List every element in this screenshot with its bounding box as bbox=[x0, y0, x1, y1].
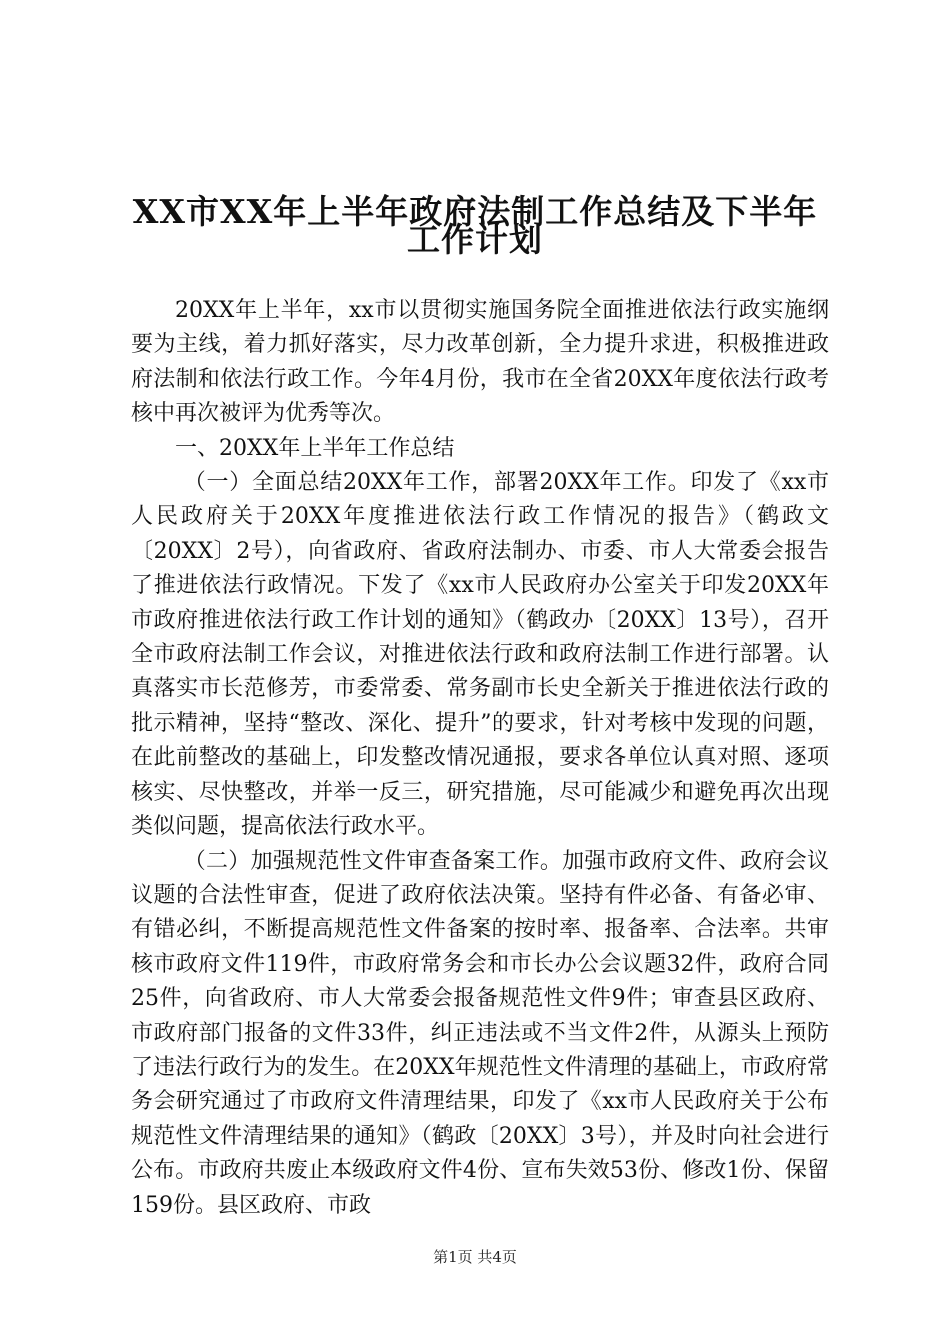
document-title-line-1: XX市XX年上半年政府法制工作总结及下半年 bbox=[132, 192, 818, 231]
document-title-line-2: 工作计划 bbox=[407, 220, 543, 259]
page-footer: 第1页 共4页 bbox=[433, 1248, 517, 1266]
section-heading: 一、20XX年上半年工作总结 bbox=[175, 435, 455, 461]
intro-paragraph: 20XX年上半年，xx市以贯彻实施国务院全面推进依法行政实施纲要为主线，着力抓好落实，尽力改革创新，全力提升求进，积极推进政府法制和依法行政工作。今年4月份，我市在全省20XX年度依法行政考核中再次被评为优秀等次。 bbox=[131, 298, 829, 427]
item-1-paragraph: （一）全面总结20XX年工作，部署20XX年工作。印发了《xx市人民政府关于20XX年度推进依法行政工作情况的报告》（鹤政文〔20XX〕2号），向省政府、省政府法制办、市委、市人大常委会报告了推进依法行政情况。下发了《xx市人民政府办公室关于印发20XX年市政府推进依法行政工作计划的通知》（鹤政办〔20XX〕13号），召开全市政府法制工作会议，对推进依法行政和政府法制工作进行部署。认真落实市长范修芳，市委常委、常务副市长史全新关于推进依法行政的批示精神，坚持“整改、深化、提升”的要求，针对考核中发现的问题，在此前整改的基础上，印发整改情况通报，要求各单位认真对照、逐项核实、尽快整改，并举一反三，研究措施，尽可能减少和避免再次出现类似问题，提高依法行政水平。 bbox=[131, 470, 829, 840]
item-2-paragraph: （二）加强规范性文件审查备案工作。加强市政府文件、政府会议议题的合法性审查，促进了政府依法决策。坚持有件必备、有备必审、有错必纠，不断提高规范性文件备案的按时率、报备率、合法率。共审核市政府文件119件，市政府常务会和市长办公会议题32件，政府合同25件，向省政府、市人大常委会报备规范性文件9件；审查县区政府、市政府部门报备的文件33件，纠正违法或不当文件2件，从源头上预防了违法行政行为的发生。在20XX年规范性文件清理的基础上，市政府常务会研究通过了市政府文件清理结果，印发了《xx市人民政府关于公布规范性文件清理结果的通知》（鹤政〔20XX〕3号），并及时向社会进行公布。市政府共废止本级政府文件4份、宣布失效53份、修改1份、保留159份。县区政府、市政 bbox=[131, 848, 829, 1218]
document-body bbox=[131, 294, 829, 1223]
